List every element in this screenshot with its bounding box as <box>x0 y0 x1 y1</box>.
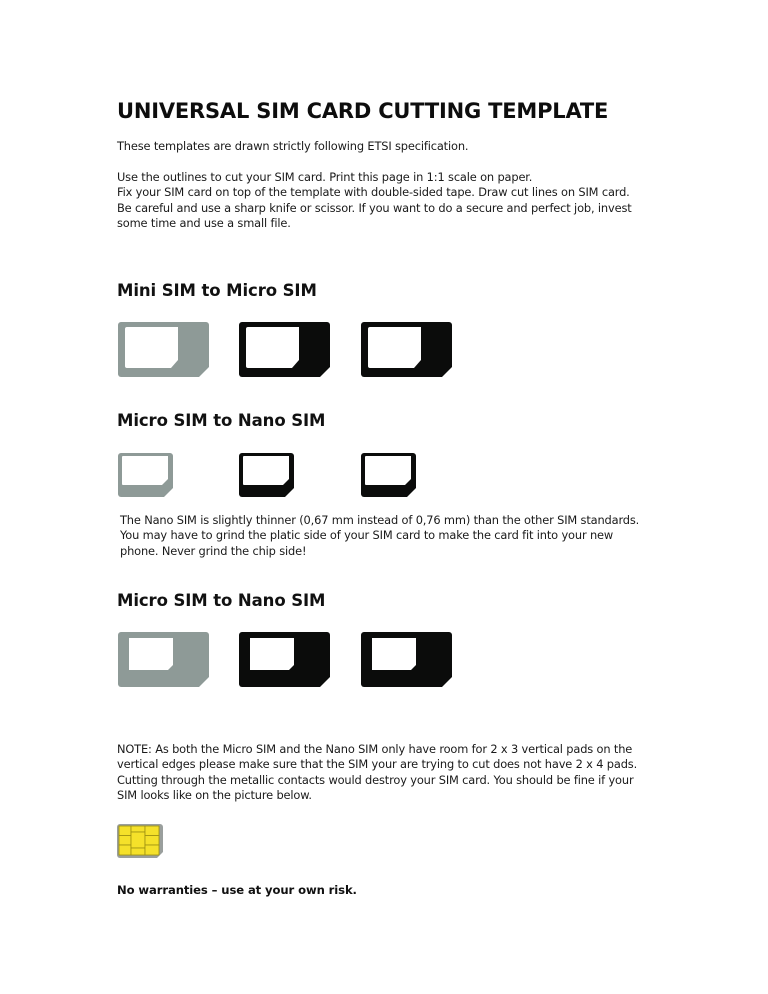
sim-card-template-icon <box>361 322 452 377</box>
sim-card-template-icon <box>361 453 416 497</box>
section-heading-micro-to-nano-2: Micro SIM to Nano SIM <box>117 591 326 610</box>
sim-card-template-icon <box>239 322 330 377</box>
section-heading-micro-to-nano: Micro SIM to Nano SIM <box>117 411 326 430</box>
page-title: UNIVERSAL SIM CARD CUTTING TEMPLATE <box>117 99 609 123</box>
instruction-line: Fix your SIM card on top of the template with double-sided tape. Draw cut lines on SIM card. <box>117 185 630 200</box>
nano-thickness-note <box>120 513 639 559</box>
note-line: phone. Never grind the chip side! <box>120 543 307 558</box>
warranty-disclaimer: No warranties – use at your own risk. <box>117 883 357 897</box>
note-line: vertical edges please make sure that the SIM your are trying to cut does not have 2 x 4 pads. <box>117 757 638 772</box>
instruction-line: some time and use a small file. <box>117 216 291 231</box>
note-line: NOTE: As both the Micro SIM and the Nano SIM only have room for 2 x 3 vertical pads on the <box>117 742 633 756</box>
sim-card-template-icon <box>118 632 209 687</box>
pads-note <box>117 742 637 804</box>
section-heading-mini-to-micro: Mini SIM to Micro SIM <box>117 281 317 300</box>
sim-chip-icon <box>117 824 163 858</box>
sim-card-template-icon <box>239 453 294 497</box>
instruction-line: Be careful and use a sharp knife or scissor. If you want to do a secure and perfect job, invest <box>117 200 632 215</box>
sim-card-template-icon <box>118 322 209 377</box>
instruction-line: Use the outlines to cut your SIM card. Print this page in 1:1 scale on paper. <box>117 170 533 184</box>
instructions <box>117 170 632 232</box>
note-line: Cutting through the metallic contacts would destroy your SIM card. You should be fine if your <box>117 772 634 787</box>
note-line: SIM looks like on the picture below. <box>117 788 312 803</box>
sim-card-template-icon <box>239 632 330 687</box>
note-line: You may have to grind the platic side of your SIM card to make the card fit into your new <box>120 528 614 543</box>
intro-text: These templates are drawn strictly following ETSI specification. <box>117 139 469 153</box>
note-line: The Nano SIM is slightly thinner (0,67 mm instead of 0,76 mm) than the other SIM standards. <box>120 513 640 527</box>
sim-card-template-icon <box>118 453 173 497</box>
sim-card-template-icon <box>361 632 452 687</box>
